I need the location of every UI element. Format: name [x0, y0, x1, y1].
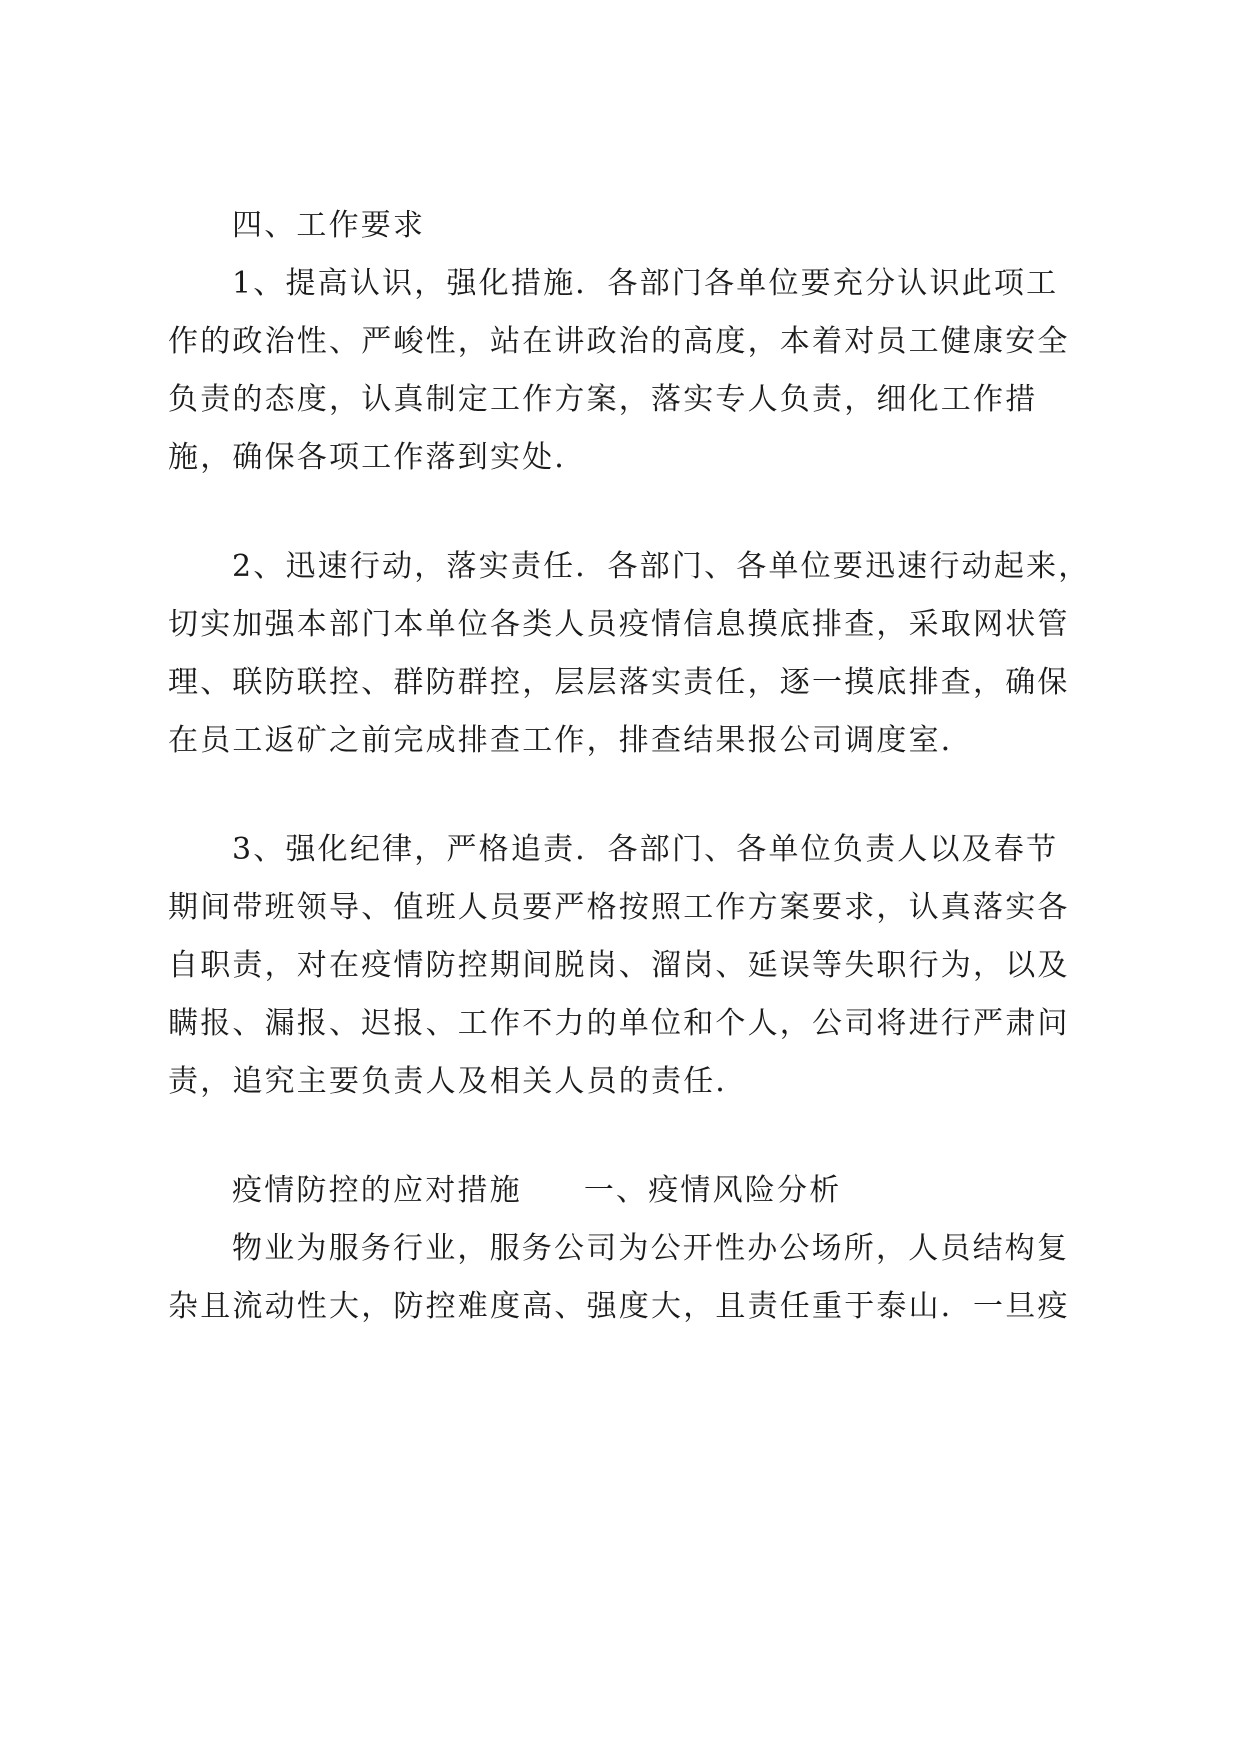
paragraph-2-line-2: 切实加强本部门本单位各类人员疫情信息摸底排查，采取网状管 [168, 607, 1070, 642]
next-doc-title: 疫情防控的应对措施 [232, 1173, 522, 1208]
paragraph-2-line-4: 在员工返矿之前完成排查工作，排查结果报公司调度室． [168, 723, 973, 758]
paragraph-1-line-1: 1、提高认识，强化措施．各部门各单位要充分认识此项工 [232, 266, 1059, 301]
paragraph-1-line-4: 施，确保各项工作落到实处． [168, 440, 587, 475]
paragraph-3-line-3: 自职责，对在疫情防控期间脱岗、溜岗、延误等失职行为，以及 [168, 948, 1070, 983]
next-doc-line-2: 杂且流动性大，防控难度高、强度大，且责任重于泰山．一旦疫 [168, 1289, 1070, 1324]
next-doc-heading [232, 1171, 1088, 1211]
paragraph-3-line-1: 3、强化纪律，严格追责．各部门、各单位负责人以及春节 [232, 832, 1059, 867]
paragraph-1-line-3: 负责的态度，认真制定工作方案，落实专人负责，细化工作措 [168, 382, 1038, 417]
section-title: 四、工作要求 [232, 208, 426, 243]
next-doc-subtitle: 一、疫情风险分析 [583, 1173, 842, 1208]
paragraph-2-line-3: 理、联防联控、群防群控，层层落实责任，逐一摸底排查，确保 [168, 665, 1070, 700]
paragraph-3-line-2: 期间带班领导、值班人员要严格按照工作方案要求，认真落实各 [168, 890, 1070, 925]
paragraph-2-line-1: 2、迅速行动，落实责任．各部门、各单位要迅速行动起来， [232, 549, 1091, 584]
next-doc-line-1: 物业为服务行业，服务公司为公开性办公场所，人员结构复 [232, 1231, 1070, 1266]
paragraph-3-line-4: 瞒报、漏报、迟报、工作不力的单位和个人，公司将进行严肃问 [168, 1006, 1070, 1041]
paragraph-1-line-2: 作的政治性、严峻性，站在讲政治的高度，本着对员工健康安全 [168, 324, 1070, 359]
paragraph-3-line-5: 责，追究主要负责人及相关人员的责任． [168, 1064, 748, 1099]
